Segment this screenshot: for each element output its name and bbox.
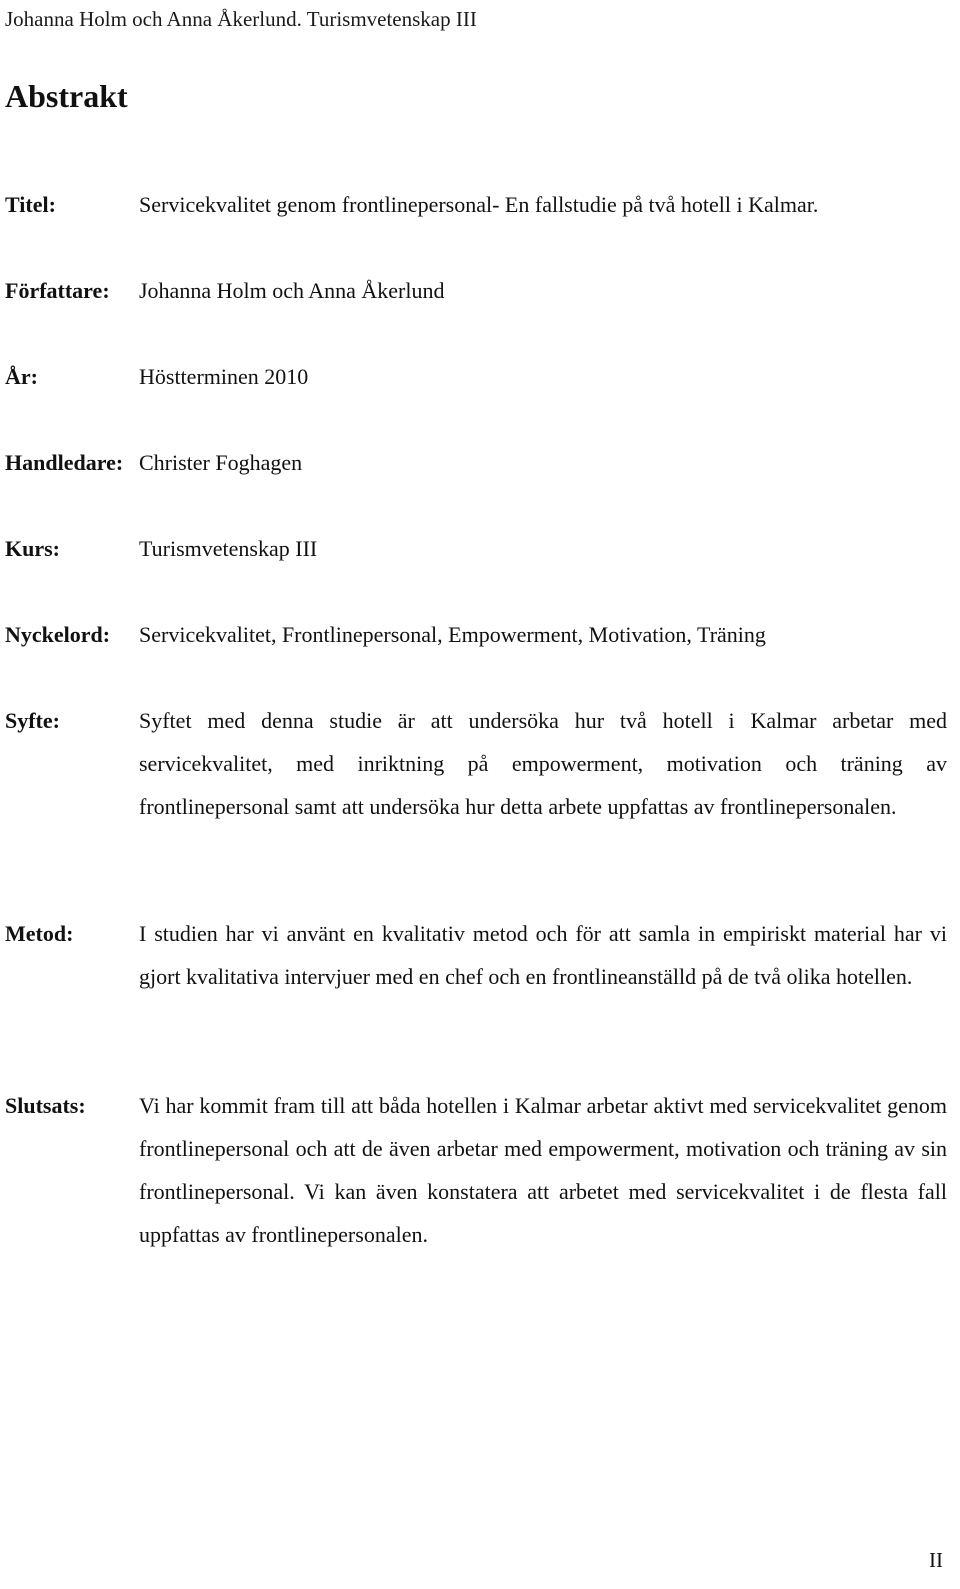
page-number: II [929, 1548, 943, 1572]
field-label-syfte: Syfte: [5, 708, 60, 733]
field-value-forfattare: Johanna Holm och Anna Åkerlund [139, 278, 445, 303]
field-value-ar: Höstterminen 2010 [139, 364, 309, 389]
page-heading: Abstrakt [5, 78, 128, 114]
field-value-titel: Servicekvalitet genom frontlinepersonal- En fallstudie på två hotell i Kalmar. [139, 192, 819, 217]
field-label-kurs: Kurs: [5, 536, 60, 561]
field-value-handledare: Christer Foghagen [139, 450, 303, 475]
field-label-slutsats: Slutsats: [5, 1093, 86, 1118]
field-value-slutsats: Vi har kommit fram till att båda hotellen i Kalmar arbetar aktivt med servicekvalitet genom frontlinepersonal och att de även arbetar med empowerment, motivation och träning av sin frontlinepersonal. Vi kan även konstatera att arbetet med servicekvalitet i de flesta fall uppfattas av frontlinepersonalen. [139, 1093, 947, 1247]
field-label-forfattare: Författare: [5, 278, 110, 303]
field-label-handledare: Handledare: [5, 450, 124, 475]
field-label-metod: Metod: [5, 921, 74, 946]
field-label-titel: Titel: [5, 192, 56, 217]
running-header: Johanna Holm och Anna Åkerlund. Turismvetenskap III [5, 7, 477, 31]
field-value-syfte: Syftet med denna studie är att undersöka hur två hotell i Kalmar arbetar med servicekvalitet, med inriktning på empowerment, motivation och träning av frontlinepersonal samt att undersöka hur detta arbete uppfattas av frontlinepersonalen. [139, 708, 947, 819]
field-label-ar: År: [5, 364, 38, 389]
field-label-nyckelord: Nyckelord: [5, 622, 111, 647]
field-value-kurs: Turismvetenskap III [139, 536, 318, 561]
field-value-nyckelord: Servicekvalitet, Frontlinepersonal, Empowerment, Motivation, Träning [139, 622, 766, 647]
field-value-metod: I studien har vi använt en kvalitativ metod och för att samla in empiriskt material har vi gjort kvalitativa intervjuer med en chef och en frontlineanställd på de två olika hotellen. [139, 921, 947, 989]
